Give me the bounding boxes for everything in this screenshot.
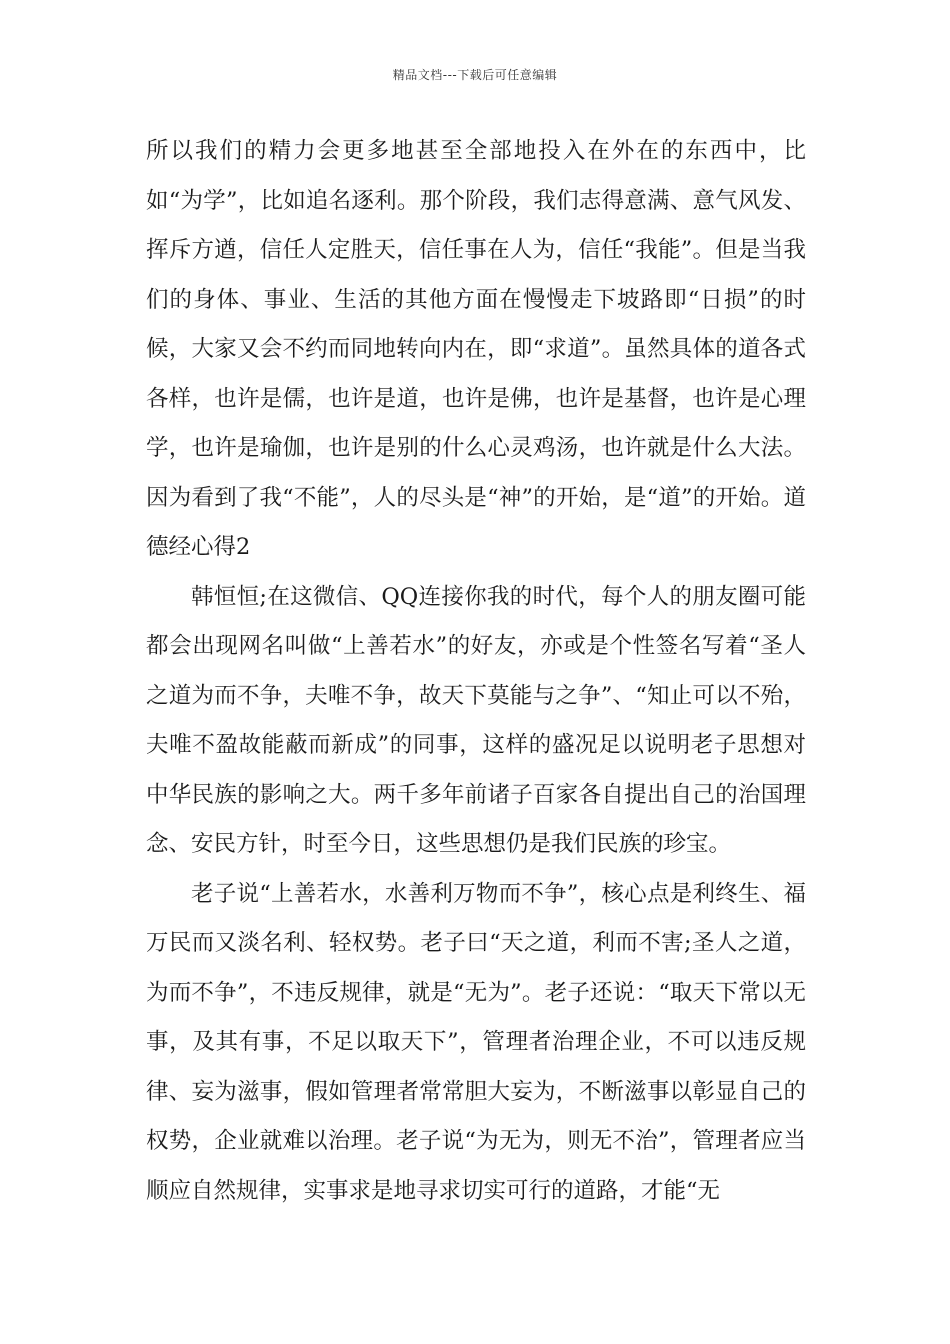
paragraph-1: 所以我们的精力会更多地甚至全部地投入在外在的东西中，比如“为学”，比如追名逐利。那个阶段，我们志得意满、意气风发、挥斥方遒，信任人定胜天，信任事在人为，信任“我能”。但是当我们的身体、事业、生活的其他方面在慢慢走下坡路即“日损”的时候，大家又会不约而同地转向内在，即“求道”。虽然具体的道各式各样，也许是儒，也许是道，也许是佛，也许是基督，也许是心理学，也许是瑜伽，也许是别的什么心灵鸡汤，也许就是什么大法。因为看到了我“不能”，人的尽头是“神”的开始，是“道”的开始。道德经心得2: [146, 138, 806, 560]
paragraph-3: 老子说“上善若水，水善利万物而不争”，核心点是利终生、福万民而又淡名利、轻权势。老子曰“天之道，利而不害;圣人之道，为而不争”，不违反规律，就是“无为”。老子还说：“取天下常以无事，及其有事，不足以取天下”，管理者治理企业，不可以违反规律、妄为滋事，假如管理者常常胆大妄为，不断滋事以彰显自己的权势，企业就难以治理。老子说“为无为，则无不治”，管理者应当顺应自然规律，实事求是地寻求切实可行的道路，才能“无: [146, 880, 806, 1204]
document-body: [146, 127, 806, 1216]
page-header: 精品文档---下载后可任意编辑: [392, 68, 558, 82]
paragraph-2: 韩恒恒;在这微信、QQ连接你我的时代，每个人的朋友圈可能都会出现网名叫做“上善若水”的好友，亦或是个性签名写着“圣人之道为而不争，夫唯不争，故天下莫能与之争”、“知止可以不殆，夫唯不盈故能蔽而新成”的同事，这样的盛况足以说明老子思想对中华民族的影响之大。两千多年前诸子百家各自提出自己的治国理念、安民方针，时至今日，这些思想仍是我们民族的珍宝。: [146, 583, 806, 857]
